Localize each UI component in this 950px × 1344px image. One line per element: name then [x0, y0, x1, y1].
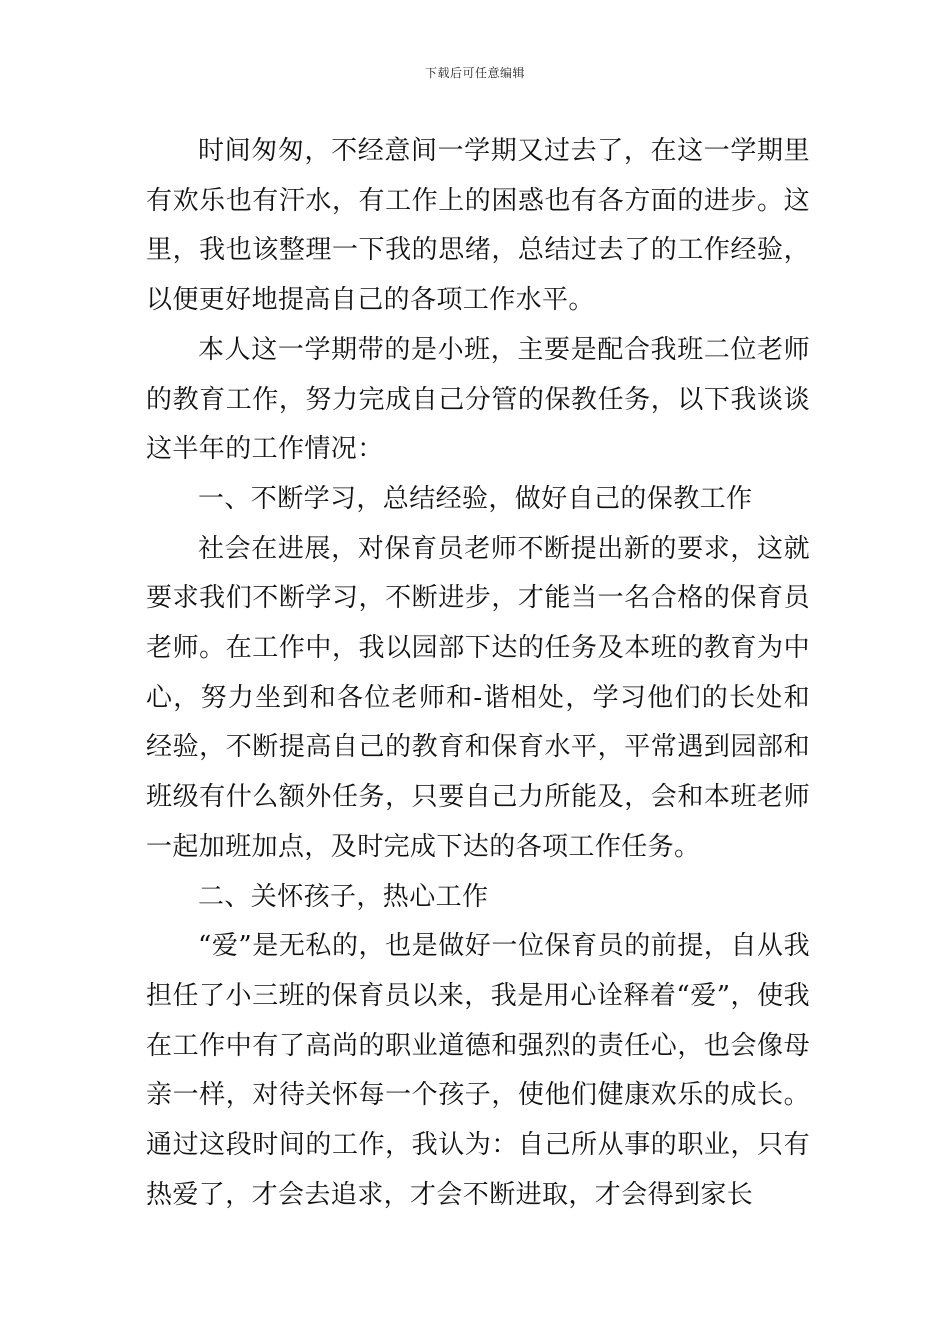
paragraph-section-1: 社会在进展，对保育员老师不断提出新的要求，这就要求我们不断学习，不断进步，才能当一名合格的保育员老师。在工作中，我以园部下达的任务及本班的教育为中心，努力坐到和各位老师和-谐相处，学习他们的长处和经验，不断提高自己的教育和保育水平，平常遇到园部和班级有什么额外任务，只要自己力所能及，会和本班老师一起加班加点，及时完成下达的各项工作任务。: [146, 533, 810, 862]
section-heading-1: 一、不断学习，总结经验，做好自己的保教工作: [198, 483, 753, 514]
header-note: 下载后可任意编辑: [424, 66, 525, 80]
document-body: [146, 127, 810, 1220]
paragraph-section-2: “爱”是无私的，也是做好一位保育员的前提，自从我担任了小三班的保育员以来，我是用心诠释着“爱”，使我在工作中有了高尚的职业道德和强烈的责任心，也会像母亲一样，对待关怀每一个孩子，使他们健康欢乐的成长。通过这段时间的工作，我认为：自己所从事的职业，只有热爱了，才会去追求，才会不断进取，才会得到家长: [146, 931, 810, 1210]
section-heading-2: 二、关怀孩子，热心工作: [198, 881, 489, 912]
paragraph-overview: 本人这一学期带的是小班，主要是配合我班二位老师的教育工作，努力完成自己分管的保教任务，以下我谈谈这半年的工作情况：: [146, 334, 810, 465]
paragraph-intro: 时间匆匆，不经意间一学期又过去了，在这一学期里有欢乐也有汗水，有工作上的困惑也有各方面的进步。这里，我也该整理一下我的思绪，总结过去了的工作经验，以便更好地提高自己的各项工作水平。: [146, 136, 810, 316]
